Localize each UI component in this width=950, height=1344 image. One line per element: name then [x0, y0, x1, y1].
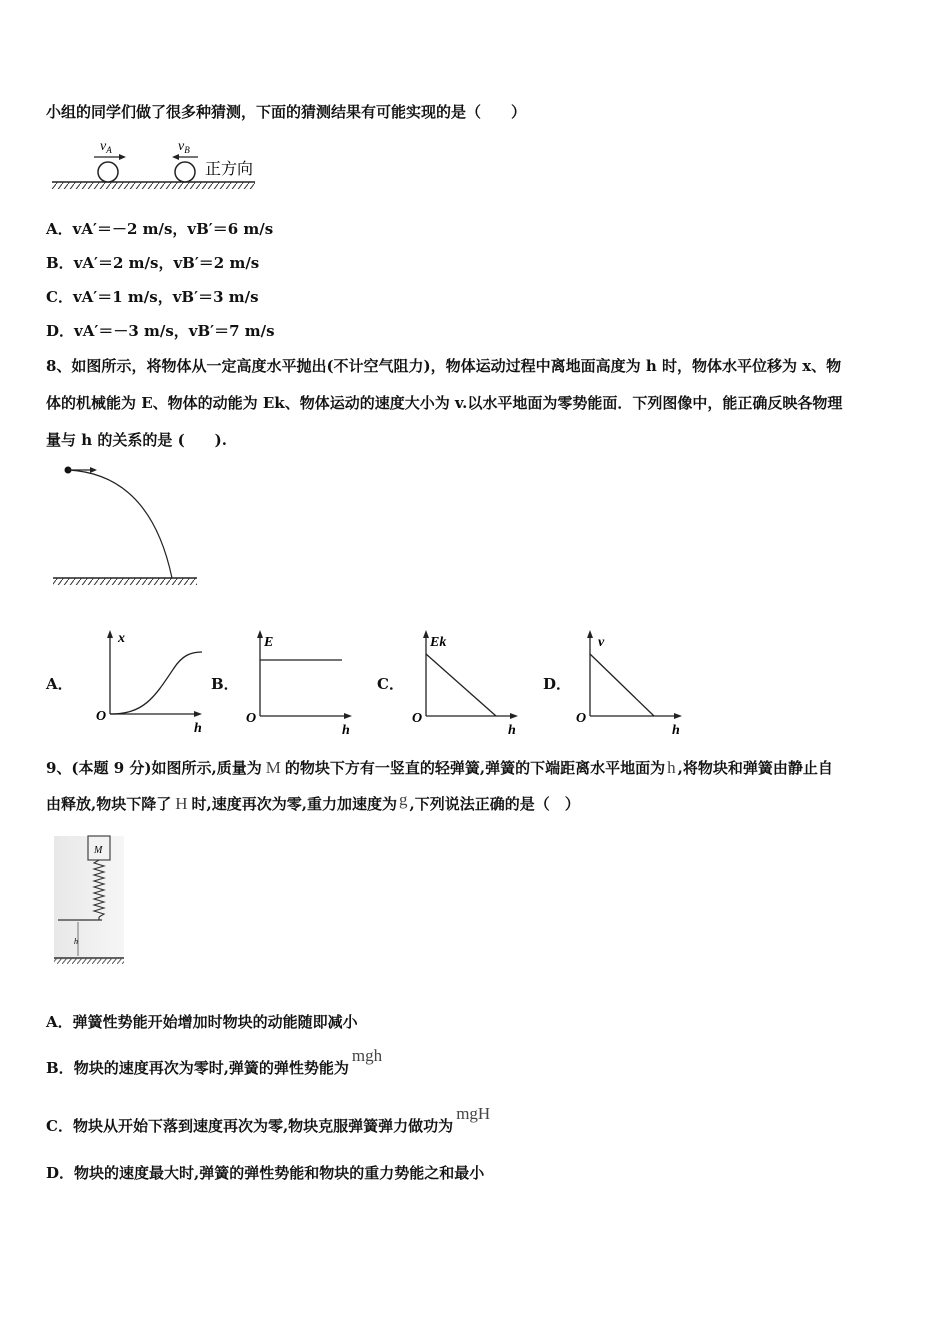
q7-option-c[interactable]	[46, 287, 259, 307]
q8-graph-d	[574, 628, 694, 738]
ground-hatch	[54, 958, 124, 964]
option-letter: A．	[46, 1013, 73, 1031]
origin-label: O	[576, 711, 587, 726]
x-axis-arrow	[344, 713, 352, 719]
symbol-g: g	[398, 790, 408, 809]
symbol-big-h: H	[175, 794, 188, 813]
option-text: 弹簧性势能开始增加时物块的动能随即减小	[72, 1013, 358, 1031]
x-axis-arrow	[510, 713, 518, 719]
ground-hatch	[52, 182, 255, 189]
option-text: 物块的速度最大时,弹簧的弹性势能和物块的重力势能之和最小	[74, 1164, 485, 1182]
y-axis-arrow	[107, 630, 113, 638]
q8-graph-d-letter[interactable]: D．	[543, 675, 572, 693]
ground-hatch	[53, 578, 197, 585]
option-d-part1: vA′＝－3 m/s，	[74, 322, 189, 340]
q9-option-b[interactable]	[46, 1046, 383, 1078]
height-label: h	[74, 937, 78, 946]
vb-label: $v_B$	[178, 139, 190, 155]
q8-graph-a-letter[interactable]: A．	[46, 675, 73, 693]
option-d-part2: vB′＝7 m/s	[188, 322, 275, 340]
option-c-part1: vA′＝1 m/s，	[72, 288, 173, 306]
q9-spring-figure	[52, 832, 132, 972]
option-b-part1: vA′＝2 m/s，	[73, 254, 174, 272]
q7-option-b[interactable]	[46, 253, 259, 273]
q8-line2: 体的机械能为 E、物体的动能为 Ek、物体运动的速度大小为 v.以水平地面为零势能面．下列图像中，能正确反映各物理	[46, 394, 843, 412]
q7-collision-figure	[50, 136, 270, 196]
q8-line1: 8、如图所示，将物体从一定高度水平抛出(不计空气阻力)，物体运动过程中离地面高度为 h 时，物体水平位移为 x、物	[46, 357, 842, 375]
trajectory	[68, 470, 172, 578]
option-c-part2: vB′＝3 m/s	[172, 288, 259, 306]
q9-line1-post: ,将物块和弹簧由静止自	[677, 759, 833, 777]
block-m-label: M	[94, 845, 103, 856]
origin-label: O	[96, 709, 107, 724]
option-a-part1: vA′＝－2 m/s，	[72, 220, 188, 238]
x-label: h	[672, 723, 680, 738]
curve-x-h	[110, 652, 202, 714]
q9-option-a[interactable]	[46, 1012, 358, 1032]
x-label: h	[508, 723, 516, 738]
va-label: $v_A$	[100, 139, 112, 155]
q8-graph-b-letter[interactable]: B．	[211, 675, 239, 693]
velocity-arrow-head	[90, 467, 97, 473]
x-label: h	[194, 721, 202, 736]
option-letter: B．	[46, 1059, 74, 1077]
symbol-m: M	[265, 758, 281, 777]
q8-projectile-figure	[50, 460, 210, 590]
line-v-h	[590, 654, 654, 716]
option-letter: A．	[46, 220, 73, 238]
q8-graph-c-letter[interactable]: C．	[377, 675, 404, 693]
q9-option-d[interactable]	[46, 1163, 484, 1183]
option-formula: mgH	[456, 1104, 491, 1123]
q7-option-d[interactable]	[46, 321, 275, 341]
option-formula: mgh	[351, 1046, 383, 1065]
q9-line2-mid: 时,速度再次为零,重力加速度为	[191, 795, 397, 813]
option-letter: B．	[46, 254, 74, 272]
option-letter: D．	[46, 322, 75, 340]
x-axis-arrow	[194, 711, 202, 717]
q9-line1-pre: 9、(本题 9 分)如图所示,质量为	[46, 759, 262, 777]
y-axis-arrow	[587, 630, 593, 638]
x-axis-arrow	[674, 713, 682, 719]
y-axis-arrow	[257, 630, 263, 638]
option-letter: C．	[46, 1117, 73, 1135]
option-letter: D．	[46, 1164, 75, 1182]
q7-intro: 小组的同学们做了很多种猜测，下面的猜测结果有可能实现的是（ ）	[46, 103, 527, 121]
line-ek-h	[426, 654, 496, 716]
option-text: 物块的速度再次为零时,弹簧的弹性势能为	[73, 1059, 349, 1077]
option-b-part2: vB′＝2 m/s	[173, 254, 260, 272]
x-label: h	[342, 723, 350, 738]
y-label: x	[118, 631, 125, 646]
q9-line2-post: ,下列说法正确的是（ ）	[409, 795, 580, 813]
q9-line1-mid: 的物块下方有一竖直的轻弹簧,弹簧的下端距离水平地面为	[284, 759, 666, 777]
q9-line2	[46, 790, 580, 814]
option-letter: C．	[46, 288, 73, 306]
q8-graph-a	[94, 628, 214, 738]
symbol-h: h	[667, 758, 676, 777]
arrow-b-head	[172, 154, 179, 160]
origin-label: O	[412, 711, 423, 726]
q7-option-a[interactable]	[46, 219, 273, 239]
ball-a	[98, 162, 118, 182]
ball-b	[175, 162, 195, 182]
arrow-a-head	[119, 154, 126, 160]
y-label: Ek	[430, 635, 447, 650]
y-axis-arrow	[423, 630, 429, 638]
origin-label: O	[246, 711, 257, 726]
y-label: E	[264, 635, 274, 650]
q9-option-c[interactable]	[46, 1104, 491, 1136]
y-label: v	[598, 635, 605, 650]
q8-graph-c	[410, 628, 530, 738]
q9-line1	[46, 758, 833, 778]
direction-label: 正方向	[205, 159, 254, 178]
option-a-part2: vB′＝6 m/s	[187, 220, 274, 238]
q8-graph-b	[244, 628, 364, 738]
q8-line3: 量与 h 的关系的是 ( ).	[46, 431, 227, 449]
option-text: 物块从开始下落到速度再次为零,物块克服弹簧弹力做功为	[72, 1117, 454, 1135]
q9-line2-pre: 由释放,物块下降了	[46, 795, 172, 813]
